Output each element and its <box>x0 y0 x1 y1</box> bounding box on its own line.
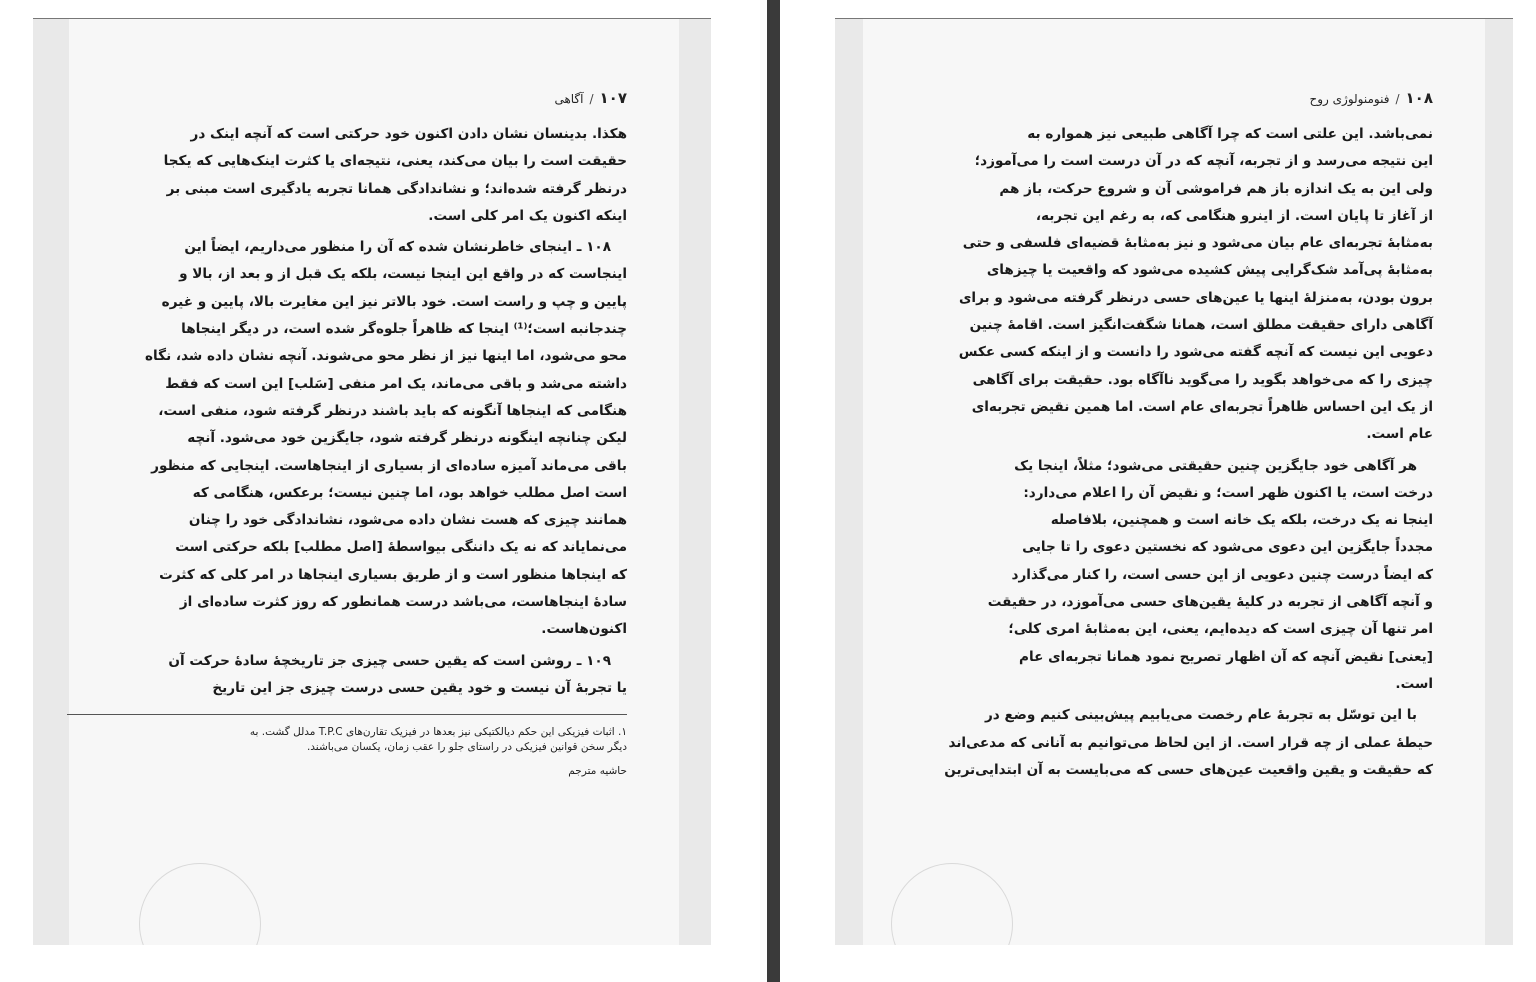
footnote-rule <box>67 714 627 715</box>
right-page-content <box>943 89 1433 788</box>
page-divider <box>767 0 780 982</box>
paragraph: ۱۰۹ ـ روشن است که یقین حسی چیزی جز تاریخچهٔ سادهٔ حرکت آن یا تجربهٔ آن نیست و خود یقین حسی درست چیزی جز این تاریخ <box>168 652 627 696</box>
right-page-paper <box>863 19 1485 945</box>
header-separator: / <box>1395 92 1400 106</box>
left-page-paper <box>69 19 679 945</box>
running-title: آگاهی <box>554 92 584 106</box>
left-page <box>33 18 711 945</box>
footnote: ۱. اثبات فیزیکی این حکم دیالکتیکی نیز بعدها در فیزیک تقارن‌های T.P.C مدلل گشت. به دیگر سخن قوانین فیزیکی در راستای جلو را عقب زمان، یکسان می‌باشند. <box>249 726 627 754</box>
paragraph: هر آگاهی خود جایگزین چنین حقیقتی می‌شود؛ مثلاً، اینجا یک درخت است، یا اکنون ظهر است؛ و نقیض آن را اعلام می‌دارد: اینجا نه یک درخت، بلکه یک خانه است و همچنین، بلافاصله مجدداً جایگزین این دعوی می‌شود که نخستین دعوی را تا جایی که ایضاً درست چنین دعویی از این حسی است، را کنار می‌گذارد و آنچه آگاهی از تجربه در کلیهٔ یقین‌های حسی می‌آموزد، در حقیقت امر تنها آن چیزی است که دیده‌ایم، یعنی، این به‌مثابهٔ امری کلی؛ [یعنی] نقیض آنچه که آن اظهار تصریح نمود همانا تجربه‌ای عام است. <box>987 457 1433 692</box>
right-page-header <box>943 89 1433 107</box>
running-title: فنومنولوژی روح <box>1309 92 1390 106</box>
paragraph: با این توسّل به تجربهٔ عام رخصت می‌یابیم پیش‌بینی کنیم وضع در حیطهٔ عملی از چه قرار است. از این لحاظ می‌توانیم به آنانی که مدعی‌اند که حقیقت و یقین واقعیت عین‌های حسی که می‌بایست به آن ابتدایی‌ترین <box>944 707 1433 778</box>
right-page <box>835 18 1513 945</box>
watermark-seal <box>139 863 261 945</box>
paragraph: ۱۰۸ ـ اینجای خاطرنشان شده که آن را منظور می‌داریم، ایضاً این اینجاست که در واقع این اینجا نیست، بلکه یک قبل از و بعد از، بالا و پایین و چپ و راست است. خود بالاتر نیز این مغایرت بالا، پایین و غیره چندجانبه است؛⁽¹⁾ اینجا که ظاهراً جلوه‌گر شده است، در دیگر اینجاها محو می‌شود، اما اینها نیز از نظر محو می‌شوند. آنچه نشان داده شد، نگاه داشته می‌شد و باقی می‌ماند، یک امر منفی [سَلب] این است که فقط هنگامی که اینجاها آنگونه که باید باشند درنظر گرفته شود، منفی است، لیکن چنانچه اینگونه درنظر گرفته شود، جایگزین خود می‌شود. آنچه باقی می‌ماند آمیزه ساده‌ای از بسیاری از اینجاهاست. اینجایی که منظور است اصل مطلب خواهد بود، اما چنین نیست؛ برعکس، هنگامی که همانند چیزی که هست نشان داده می‌شود، نشاندادگی خود را چنان می‌نمایاند که نه یک داننگی بیواسطهٔ [اصل مطلب] بلکه حرکتی است که اینجاها منظور است و از طریق بسیاری اینجاها در امر کلی که کثرت سادهٔ اینجاهاست، می‌باشد درست همانطور که روز کثرت ساده‌ای از اکنون‌هاست. <box>145 239 627 638</box>
watermark-seal <box>891 863 1013 945</box>
header-separator: / <box>589 92 594 106</box>
translator-note: حاشیه مترجم <box>568 765 627 778</box>
paragraph: هکذا. بدینسان نشان دادن اکنون خود حرکتی است که آنچه اینک در حقیقت است را بیان می‌کند، یعنی، نتیجه‌ای یا کثرت اینک‌هایی که یکجا درنظر گرفته شده‌اند؛ و نشاندادگی همانا تجربه یادگیری است مبنی بر اینکه اکنون یک امر کلی است. <box>163 126 627 224</box>
left-page-header <box>121 89 627 107</box>
left-page-content <box>121 89 627 777</box>
page-number: ۱۰۷ <box>599 89 627 107</box>
page-number: ۱۰۸ <box>1405 89 1433 107</box>
paragraph: نمی‌باشد. این علتی است که چرا آگاهی طبیعی نیز همواره به این نتیجه می‌رسد و از تجربه، آنچه که در آن درست است را می‌آموزد؛ ولی این به یک اندازه باز هم فراموشی آن و شروع حرکت، باز هم از آغاز تا پایان است. از اینرو هنگامی که، به رغم این تجربه، به‌مثابهٔ تجربه‌ای عام بیان می‌شود و نیز به‌مثابهٔ قضیه‌ای فلسفی و حتی به‌مثابهٔ پی‌آمد شک‌گرایی پیش کشیده می‌شود که واقعیت یا چیزهای برون بودن، به‌منزلهٔ اینها یا عین‌های حسی درنظر گرفته می‌شود و برای آگاهی دارای حقیقت مطلق است، همانا شگفت‌انگیز است. اقامهٔ چنین دعویی این نیست که آنچه گفته می‌شود را دانست و از اینکه کسی عکس چیزی را که می‌خواهد بگوید را می‌گوید ناآگاه بود. حقیقت برای آگاهی از یک این احساس ظاهراً تجربه‌ای عام است. اما همین نقیض تجربه‌ای عام است. <box>958 126 1433 443</box>
